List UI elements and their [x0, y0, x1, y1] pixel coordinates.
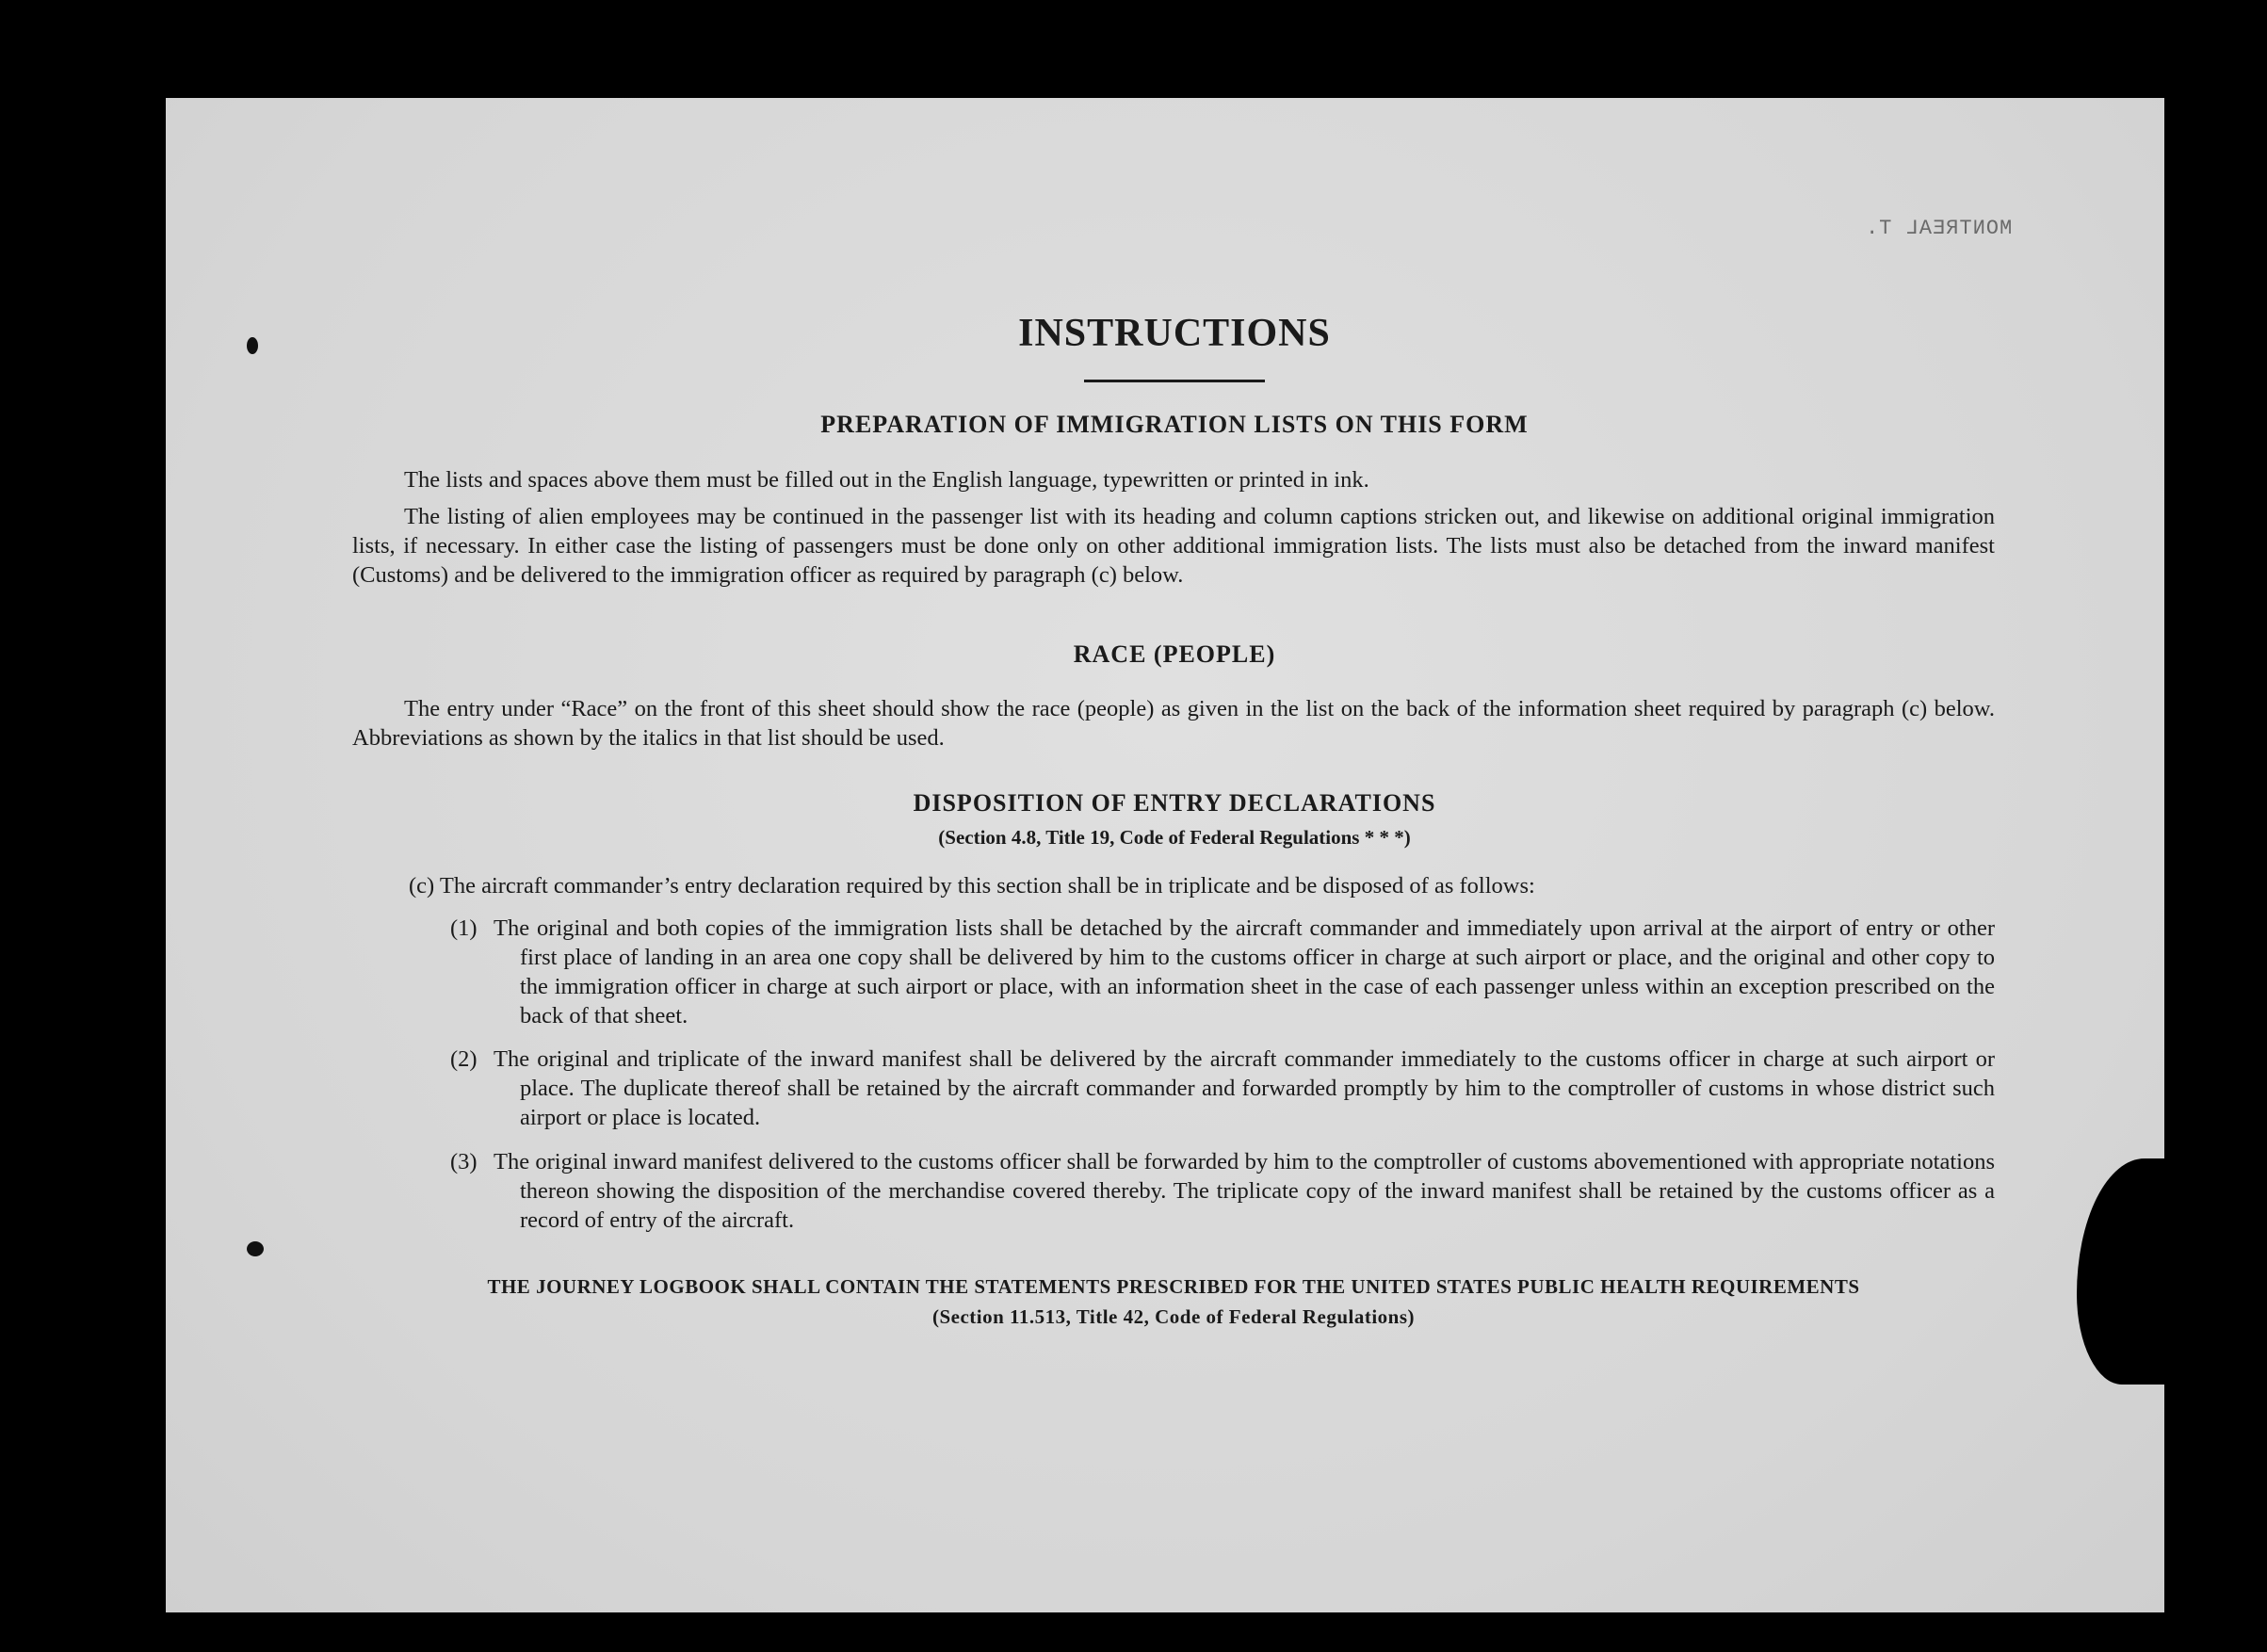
- section-heading-disposition: DISPOSITION OF ENTRY DECLARATIONS: [913, 789, 1436, 817]
- list-item: [450, 1147, 1995, 1235]
- page-title: INSTRUCTIONS: [1018, 312, 1331, 355]
- list-item-number: (1): [450, 915, 478, 941]
- paragraph-intro: (c) The aircraft commander’s entry declaration required by this section shall be in triplicate and be disposed of as follows:: [409, 873, 1535, 899]
- section-subheading: (Section 4.8, Title 19, Code of Federal Regulations * * *): [938, 826, 1411, 849]
- paragraph: The listing of alien employees may be continued in the passenger list with its heading and column captions stricken out, and likewise on additional original immigration lists, if necessary. In either case the listing of passengers must be done only on other additional immigration lists. The lists must also be detached from the inward manifest (Customs) and be delivered to the immigration officer as required by paragraph (c) below.: [352, 504, 1995, 588]
- list-item: [450, 1045, 1995, 1132]
- list-item: [450, 914, 1995, 1030]
- list-item-text: The original and triplicate of the inward manifest shall be delivered by the aircraft commander immediately to the customs officer in charge at such airport or place. The duplicate thereof shall be retained by the aircraft commander and forwarded promptly by him to the comptroller of customs in whose district such airport or place is located.: [494, 1046, 1995, 1130]
- footer-requirement: THE JOURNEY LOGBOOK SHALL CONTAIN THE STATEMENTS PRESCRIBED FOR THE UNITED STATES PUBLIC HEALTH REQUIREMENTS: [487, 1275, 1860, 1298]
- list-item-number: (3): [450, 1149, 478, 1174]
- bleed-through-stamp: MONTREAL T.: [1865, 217, 2013, 240]
- title-divider: [1084, 380, 1265, 382]
- section-heading-preparation: PREPARATION OF IMMIGRATION LISTS ON THIS FORM: [820, 411, 1529, 438]
- paragraph: The lists and spaces above them must be filled out in the English language, typewritten or printed in ink.: [404, 467, 1369, 493]
- list-item-number: (2): [450, 1046, 478, 1072]
- footer-citation: (Section 11.513, Title 42, Code of Federal Regulations): [931, 1305, 1416, 1328]
- list-item-text: The original inward manifest delivered to the customs officer shall be forwarded by him to the comptroller of customs abovementioned with appropriate notations thereon showing the disposition of the merchandise covered thereby. The triplicate copy of the inward manifest shall be retained by the customs officer as a record of entry of the aircraft.: [494, 1149, 1995, 1233]
- list-item-text: The original and both copies of the immigration lists shall be detached by the aircraft commander and immediately upon arrival at the airport of entry or other first place of landing in an area one copy shall be delivered by him to the customs officer in charge at such airport or place, and the original and other copy to the immigration officer in charge at such airport or place, with an information sheet in the case of each passenger unless within an exception prescribed on the back of that sheet.: [494, 915, 1995, 1028]
- paragraph: The entry under “Race” on the front of this sheet should show the race (people) as given in the list on the back of the information sheet required by paragraph (c) below. Abbreviations as shown by the italics in that list should be used.: [352, 696, 1995, 751]
- section-heading-race: RACE (PEOPLE): [1073, 640, 1276, 668]
- ink-speck: [247, 1241, 264, 1256]
